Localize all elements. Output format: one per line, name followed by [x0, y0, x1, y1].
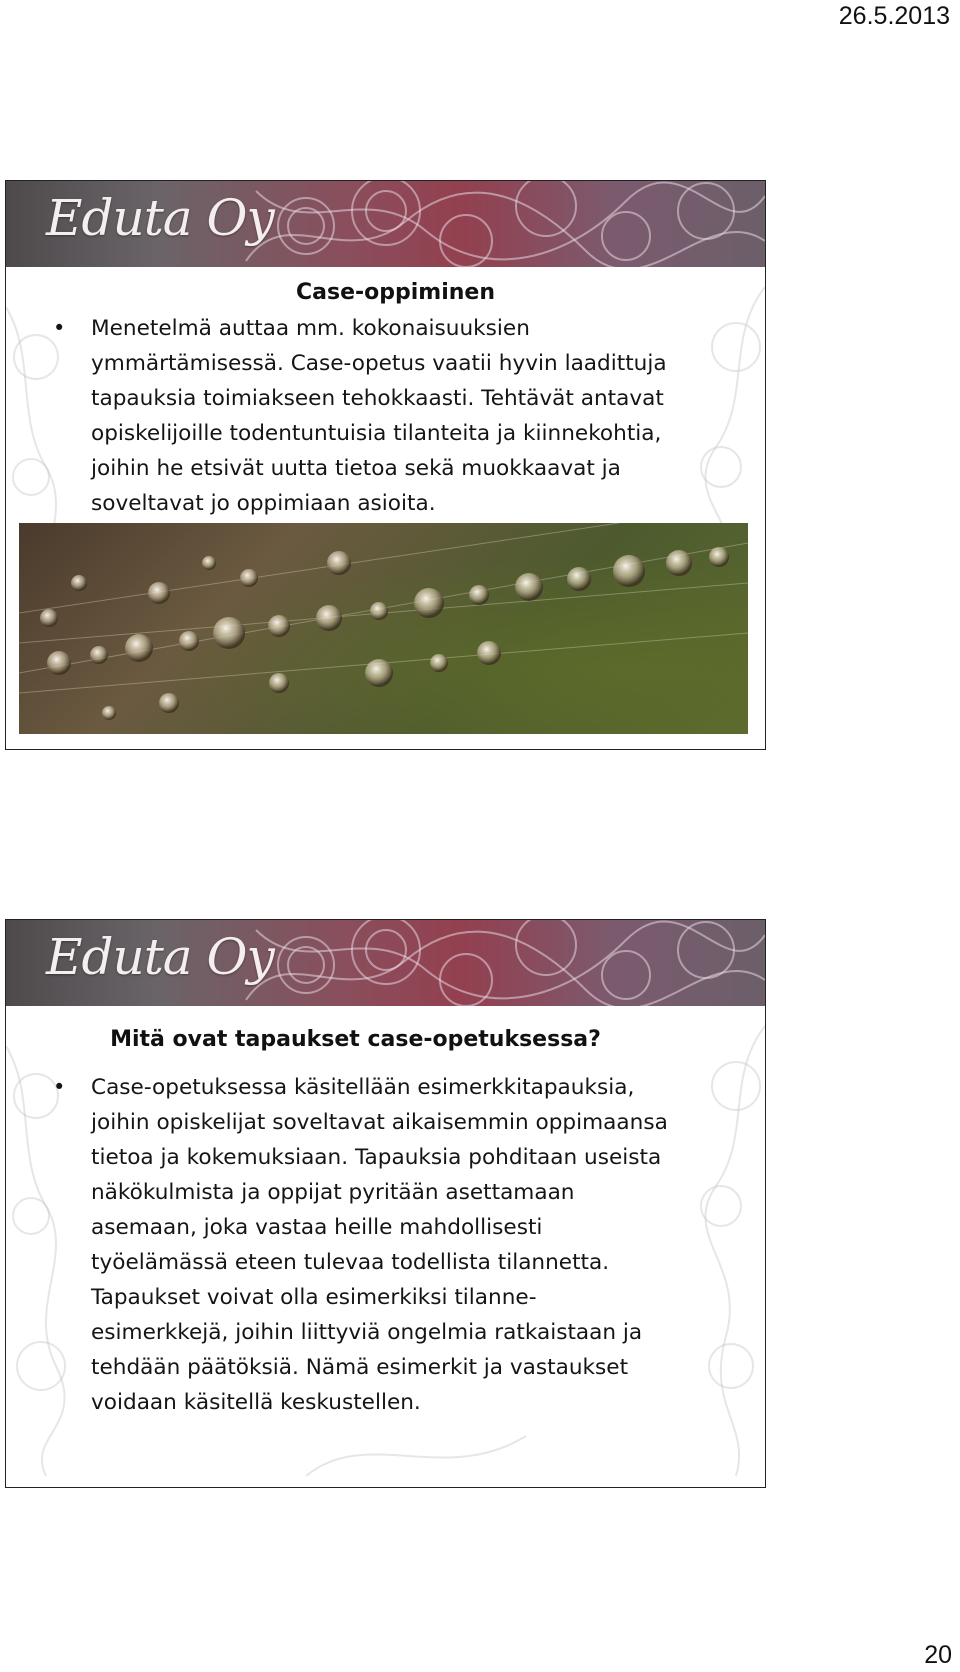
slide-title: Mitä ovat tapaukset case-opetuksessa? [110, 1027, 601, 1052]
logo-eduta-oy: Eduta Oy [46, 928, 274, 986]
bullet-icon: • [53, 1075, 66, 1099]
bullet-icon: • [53, 316, 66, 340]
page-date: 26.5.2013 [838, 2, 950, 30]
page-number: 20 [924, 1641, 952, 1669]
bullet-list [53, 311, 753, 521]
bullet-item [53, 1070, 733, 1420]
dew-drops-photo [19, 523, 748, 734]
bullet-list [53, 1070, 733, 1420]
dew-drops-on-spider-web-icon [19, 523, 748, 734]
slide-case-oppiminen [5, 180, 766, 750]
bullet-item [53, 311, 753, 521]
logo-eduta-oy: Eduta Oy [46, 189, 274, 247]
bullet-text: Case-opetuksessa käsitellään esimerkkitapauksia, joihin opiskelijat soveltavat aikaisemmin oppimaansa tietoa ja kokemuksiaan. Tapauksia pohditaan useista näkökulmista ja oppijat pyritään asettamaan asemaan, joka vastaa heille mahdollisesti työelämässä eteen tulevaa todellista tilannetta. Tapaukset voivat olla esimerkiksi tilanne- esimerkkejä, joihin liittyviä ongelmia ratkaistaan ja tehdään päätöksiä. Nämä esimerkit ja vastaukset voidaan käsitellä keskustellen. [91, 1075, 668, 1415]
slide-header-banner [6, 920, 765, 1006]
bullet-text: Menetelmä auttaa mm. kokonaisuuksien ymmärtämisessä. Case-opetus vaatii hyvin laadittuja tapauksia toimiakseen tehokkaasti. Tehtävät antavat opiskelijoille todentuntuisia tilanteita ja kiinnekohtia, joihin he etsivät uutta tietoa sekä muokkaavat ja soveltavat jo oppimiaan asioita. [91, 316, 667, 516]
slide-header-banner [6, 181, 765, 267]
slide-tapaukset [5, 919, 766, 1488]
slide-title: Case-oppiminen [296, 280, 495, 305]
